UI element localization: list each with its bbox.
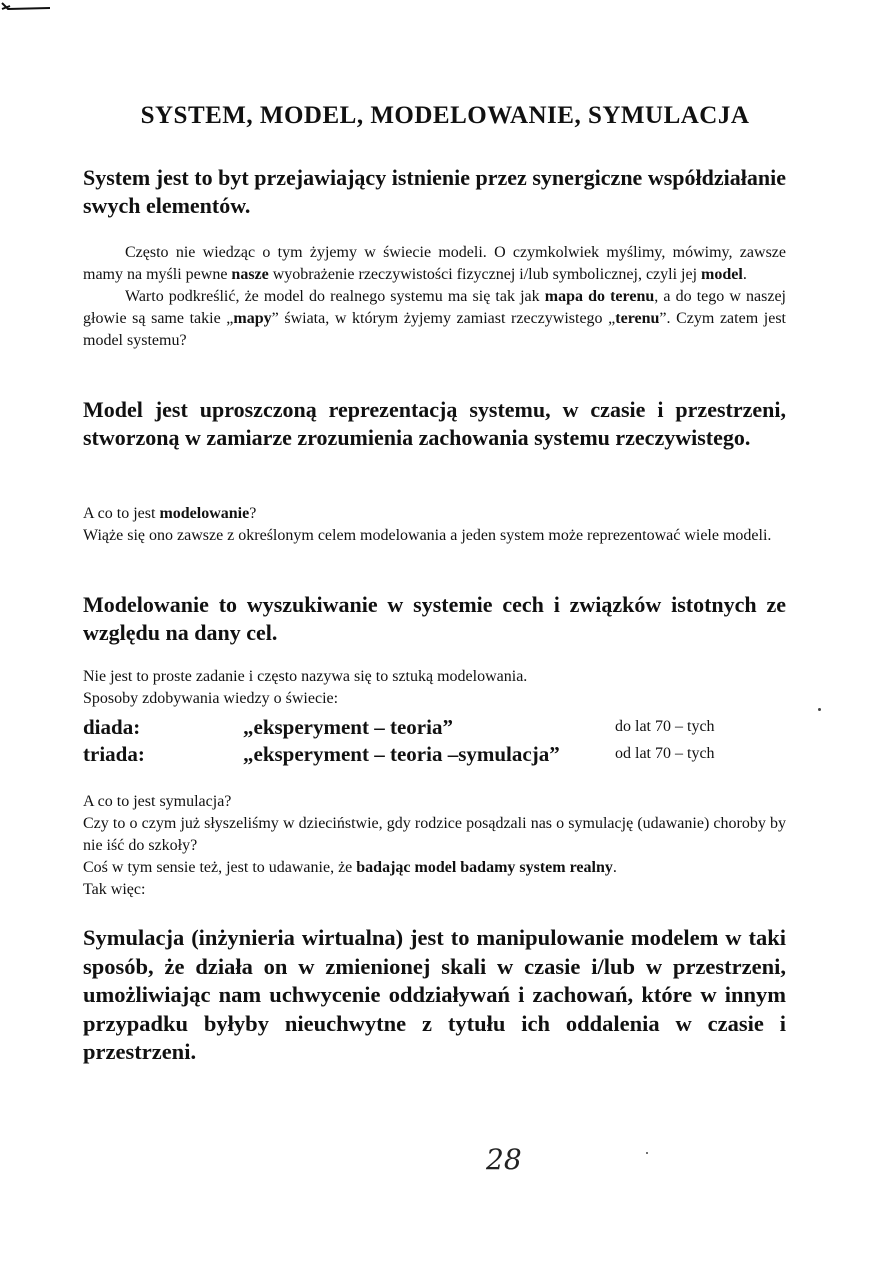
simulation-block [83,791,786,901]
childhood-text: Czy to o czym już słyszeliśmy w dzieciństwie, gdy rodzice posądzali nas o symulację (udawanie) choroby by nie iść do szkoły? [83,815,786,854]
scan-speck [646,1152,648,1154]
method-name: triada: [83,742,145,766]
so-text: Tak więc: [83,881,146,898]
method-row-triada [83,742,786,768]
question-simulation: A co to jest symulacja? [83,793,232,810]
knowledge-intro [83,666,786,710]
modeling-block [83,503,786,547]
method-name: diada: [83,715,141,739]
page-title: SYSTEM, MODEL, MODELOWANIE, SYMULACJA [140,102,750,129]
paragraph-models: Często nie wiedząc o tym żyjemy w świecie modeli. O czymkolwiek myślimy, mówimy, zawsze mamy na myśli pewne nasze wyobrażenie rzeczywistości fizycznej i/lub symbolicznej, czyli jej model. [83,244,786,283]
definition-simulation: Symulacja (inżynieria wirtualna) jest to manipulowanie modelem w taki sposób, że działa on w zmienionej skali w czasie i/lub w przestrzeni, umożliwiając nam uchwycenie oddziaływań i zachowań, które w innym przypadku byłyby nieuchwytne z tytułu ich oddalenia w czasie i przestrzeni. [83,925,786,1064]
intro-paragraphs [83,242,786,352]
ways-intro: Sposoby zdobywania wiedzy o świecie: [83,690,339,707]
question-modeling: A co to jest modelowanie? [83,505,257,522]
method-row-diada [83,715,786,741]
corner-pen-mark [0,0,52,14]
definition-model: Model jest uproszczoną reprezentacją systemu, w czasie i przestrzeni, stworzoną w zamiarze zrozumienia zachowania systemu rzeczywistego. [83,397,786,450]
sense-text: Coś w tym sensie też, jest to udawanie, że badając model badamy system realny. [83,859,617,876]
method-date: do lat 70 – tych [615,718,715,735]
not-simple-text: Nie jest to proste zadanie i często nazywa się to sztuką modelowania. [83,668,528,685]
method-quote: „eksperyment – teoria –symulacja” [243,742,560,766]
scan-speck [818,708,821,711]
method-quote: „eksperyment – teoria” [243,715,453,739]
definition-modeling: Modelowanie to wyszukiwanie w systemie cech i związków istotnych ze względu na dany cel. [83,592,786,645]
handwritten-page-number: 28 [486,1143,522,1176]
method-date: od lat 70 – tych [615,745,715,762]
modeling-answer: Wiąże się ono zawsze z określonym celem modelowania a jeden system może reprezentować wiele modeli. [83,527,772,544]
paragraph-map: Warto podkreślić, że model do realnego systemu ma się tak jak mapa do terenu, a do tego w naszej głowie są same takie „mapy” świata, w którym żyjemy zamiast rzeczywistego „terenu”. Czym zatem jest model systemu? [83,288,787,349]
definition-system: System jest to byt przejawiający istnienie przez synergiczne współdziałanie swych elementów. [83,165,786,218]
